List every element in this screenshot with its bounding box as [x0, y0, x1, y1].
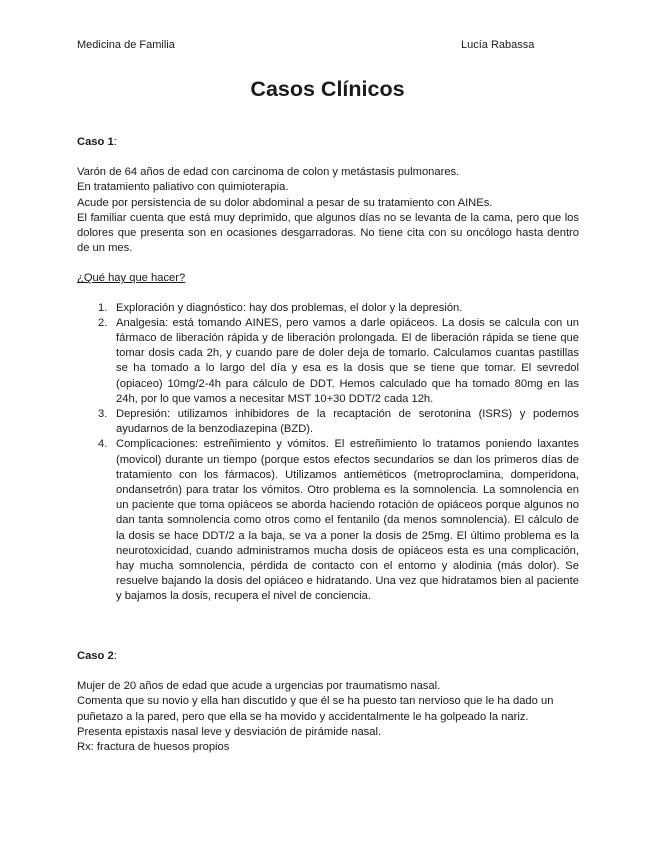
list-item — [77, 301, 579, 316]
list-item-text: Analgesia: está tomando AINES, pero vamos a darle opiáceos. La dosis se calcula con un fármaco de liberación rápida y de liberación prolongada. El de liberación rápida se tiene que tomar dosis cada 2h, y cuando pare de doler deja de tomarlo. Calculamos cuantas pastillas se ha tomado a lo largo del día y esa es la dosis que se tiene que tomar. El sevredol (opiaceo) 10mg/2-4h para cálculo de DDT. Hemos calculado que ha tomado 80mg en las 24h, por lo que vamos a necesitar MST 10+30 DDT/2 cada 12h. — [116, 316, 579, 405]
header-author: Lucía Rabassa — [461, 39, 535, 51]
case-2-section — [77, 649, 579, 755]
list-item — [77, 437, 579, 604]
list-item-text: Depresión: utilizamos inhibidores de la recaptación de serotonina (ISRS) y podemos ayudarnos de la benzodiazepina (BZD). — [116, 408, 579, 436]
list-item — [77, 316, 579, 407]
case-2-line: Mujer de 20 años de edad que acude a urgencias por traumatismo nasal. — [77, 680, 441, 693]
case-1-steps-list — [77, 301, 579, 605]
case-2-line: Rx: fractura de huesos propios — [77, 741, 230, 754]
case-1-line: El familiar cuenta que está muy deprimido, que algunos días no se levanta de la cama, pero que los dolores que presenta son en ocasiones desgarradoras. No tiene cita con su oncólogo hasta dentro de un mes. — [77, 211, 579, 255]
list-item-number: 1. — [98, 301, 108, 314]
list-item-number: 2. — [98, 316, 108, 329]
case-1-heading — [77, 135, 579, 150]
case-2-heading — [77, 649, 579, 664]
case-1-question: ¿Qué hay que hacer? — [77, 272, 186, 285]
list-item-text: Exploración y diagnóstico: hay dos problemas, el dolor y la depresión. — [116, 301, 463, 314]
case-1-section — [77, 135, 579, 605]
case-1-heading-colon: : — [113, 136, 117, 148]
page-title: Casos Clínicos — [250, 77, 405, 101]
list-item-text: Complicaciones: estreñimiento y vómitos. El estreñimiento lo tratamos poniendo laxantes (movicol) durante un tiempo (porque estos efectos secundarios se dan los primeros días de tratamiento con los fármacos). Utilizamos antieméticos (metroproclamina, domperidona, ondansetrón) para tratar los vómitos. Otro problema es la somnolencia. La somnolencia en un paciente que toma opiáceos se aborda haciendo rotación de opiáceos porque algunos no dan tanta somnolencia como otros como el fentanilo (da menos somnolencia). El cálculo de la dosis se hace DDT/2 a la baja, se va a poner la dosis de 25mg. El último problema es la neurotoxicidad, cuando administramos mucha dosis de opiáceos esta es una complicación, hay mucha somnolencia, pérdida de contacto con el entorno y alodinia (más dolor). Se resuelve bajando la dosis del opiáceo e hidratando. Una vez que hidratamos bien al paciente y bajamos la dosis, recupera el nivel de conciencia. — [116, 438, 579, 603]
list-item-number: 4. — [98, 438, 108, 451]
case-2-line: Comenta que su novio y ella han discutido y que él se ha puesto tan nervioso que le ha dado un puñetazo a la pared, pero que ella se ha movido y accidentalmente le ha golpeado la nariz. — [77, 695, 554, 723]
case-2-line: Presenta epistaxis nasal leve y desviación de pirámide nasal. — [77, 725, 382, 738]
case-1-line: En tratamiento paliativo con quimioterapia. — [77, 181, 289, 194]
case-2-heading-colon: : — [113, 650, 117, 662]
list-item-number: 3. — [98, 408, 108, 421]
case-2-heading-label: Caso 2 — [77, 650, 114, 662]
case-1-heading-label: Caso 1 — [77, 136, 114, 148]
case-1-line: Varón de 64 años de edad con carcinoma de colon y metástasis pulmonares. — [77, 166, 460, 179]
list-item — [77, 407, 579, 437]
header-subject: Medicina de Familia — [77, 39, 175, 51]
case-1-line: Acude por persistencia de su dolor abdominal a pesar de su tratamiento con AINEs. — [77, 196, 493, 209]
